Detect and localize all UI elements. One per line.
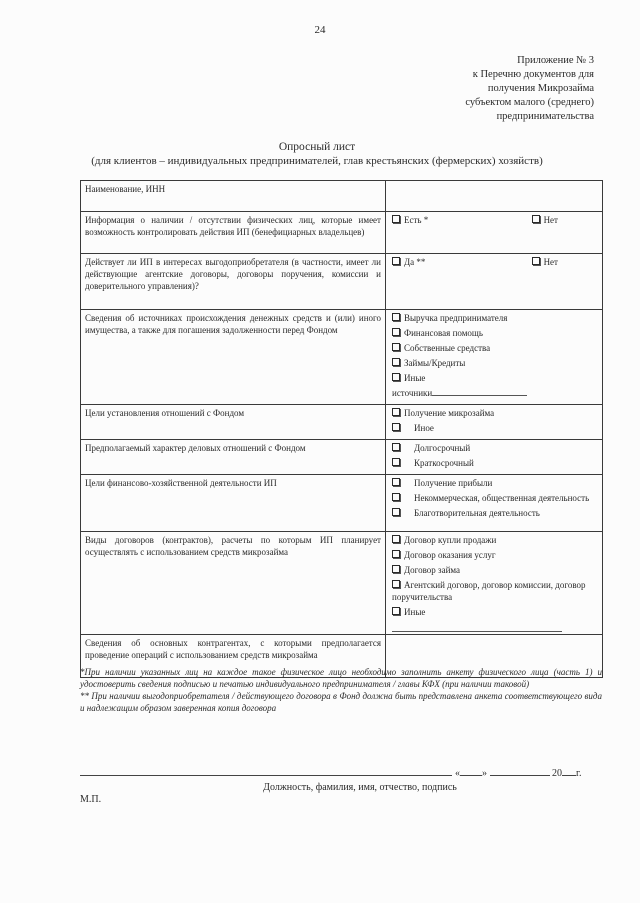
answer-cell [386,532,603,635]
checkbox-icon[interactable] [392,443,400,451]
checkbox-option[interactable] [392,422,598,434]
checkbox-icon[interactable] [392,458,400,466]
table-row [81,310,603,405]
option-label: Да ** [404,257,426,267]
checkbox-icon[interactable] [392,493,400,501]
option-label: Выручка предпринимателя [404,313,508,323]
checkbox-icon[interactable] [392,478,400,486]
form-subtitle: (для клиентов – индивидуальных предпринимателей, глав крестьянских (фермерских) хозяйств) [91,155,543,167]
checkbox-icon[interactable] [392,535,400,543]
appendix-line: получения Микрозайма [487,83,594,94]
appendix-header [354,54,594,124]
answer-cell[interactable] [386,181,603,212]
option-label: Финансовая помощь [404,328,483,338]
checkbox-option[interactable] [392,442,598,454]
checkbox-icon[interactable] [392,550,400,558]
signature-caption: Должность, фамилия, имя, отчество, подпись [263,782,457,793]
option-label: Договор оказания услуг [404,550,496,560]
checkbox-option[interactable] [392,492,598,504]
checkbox-option[interactable] [392,342,598,354]
checkbox-icon[interactable] [392,408,400,416]
year-suffix: г. [576,768,582,779]
option-label: Агентский договор, договор комиссии, договор поручительства [392,580,586,602]
signature-line[interactable] [80,775,452,776]
footnotes [80,666,602,714]
checkbox-option[interactable] [392,477,598,489]
checkbox-icon[interactable] [392,423,400,431]
appendix-line: предпринимательства [496,111,594,122]
stamp-label: М.П. [80,794,102,805]
checkbox-icon[interactable] [392,373,400,381]
answer-cell [386,440,603,475]
page-number: 24 [314,24,326,36]
checkbox-option[interactable] [392,372,598,384]
question-cell: Предполагаемый характер деловых отношений с Фондом [81,440,386,475]
answer-cell [386,254,603,310]
quote-open: « [455,768,460,779]
checkbox-icon[interactable] [392,508,400,516]
table-row [81,440,603,475]
option-label: Займы/Кредиты [404,358,466,368]
checkbox-option[interactable] [392,534,598,546]
option-label: Благотворительная деятельность [414,508,540,518]
other-sources-label: источники [392,388,433,398]
year-prefix: 20 [552,768,562,779]
option-label: Собственные средства [404,343,491,353]
option-label: Нет [543,257,558,267]
option-label: Некоммерческая, общественная деятельность [414,493,590,503]
question-cell: Цели финансово-хозяйственной деятельности ИП [81,475,386,532]
date-field[interactable] [455,766,581,779]
appendix-line: Приложение № 3 [517,55,594,66]
question-cell: Сведения об источниках происхождения денежных средств и (или) иного имущества, а также для погашения задолженности перед Фондом [81,310,386,405]
answer-cell [386,310,603,405]
footnote: ** При наличии выгодоприобретателя / действующего договора в Фонд должна быть представлена анкета соответствующего вида и надлежащим образом заверенная копия договора [80,691,602,713]
answer-cell [386,212,603,254]
option-label: Получение прибыли [414,478,493,488]
question-cell: Сведения об основных контрагентах, с которыми предполагается проведение операций с использованием средств микрозайма [81,635,386,678]
option-label: Есть * [404,215,429,225]
checkbox-icon[interactable] [392,313,400,321]
checkbox-option[interactable] [392,564,598,576]
question-cell: Виды договоров (контрактов), расчеты по которым ИП планирует осуществлять с использованием средств микрозайма [81,532,386,635]
checkbox-option[interactable] [532,214,558,226]
option-label: Краткосрочный [414,458,474,468]
year-blank[interactable] [562,766,576,776]
day-blank[interactable] [460,766,482,776]
other-sources-line[interactable] [392,387,598,399]
checkbox-option[interactable] [392,579,598,603]
question-cell: Действует ли ИП в интересах выгодоприобретателя (в частности, имеет ли действующие агентские договоры, договоры поручения, комиссии и доверительного управления)? [81,254,386,310]
checkbox-option[interactable] [392,549,598,561]
option-label: Долгосрочный [414,443,471,453]
table-row [81,532,603,635]
checkbox-icon[interactable] [392,343,400,351]
option-label: Иные [404,607,426,617]
question-cell: Информация о наличии / отсутствии физических лиц, которые имеет возможность контролировать действия ИП (бенефициарных владельцев) [81,212,386,254]
checkbox-icon[interactable] [392,607,400,615]
checkbox-option[interactable] [392,457,598,469]
checkbox-option[interactable] [392,214,428,226]
checkbox-icon[interactable] [532,215,540,223]
table-row [81,181,603,212]
checkbox-option[interactable] [392,312,598,324]
answer-cell [386,405,603,440]
fill-in-line[interactable] [392,621,562,632]
appendix-line: к Перечню документов для [472,69,594,80]
checkbox-icon[interactable] [392,328,400,336]
quote-close: » [482,768,487,779]
option-label: Получение микрозайма [404,408,495,418]
option-label: Иное [414,423,434,433]
month-blank[interactable] [490,766,550,776]
checkbox-icon[interactable] [392,358,400,366]
checkbox-option[interactable] [392,357,598,369]
checkbox-option[interactable] [392,507,598,519]
table-row [81,405,603,440]
checkbox-option[interactable] [532,256,558,268]
questionnaire-table [80,180,603,678]
table-row [81,212,603,254]
question-cell: Наименование, ИНН [81,181,386,212]
appendix-line: субъектом малого (среднего) [465,97,594,108]
footnote: *При наличии указанных лиц на каждое такое физическое лицо необходимо заполнить анкету физического лица (часть 1) и удостоверить сведения подписью и печатью индивидуального предпринимателя / главы КФХ (при наличии таковой) [80,667,602,689]
checkbox-icon[interactable] [532,257,540,265]
checkbox-icon[interactable] [392,580,400,588]
checkbox-icon[interactable] [392,215,400,223]
option-label: Договор займа [404,565,461,575]
question-cell: Цели установления отношений с Фондом [81,405,386,440]
checkbox-option[interactable] [392,327,598,339]
option-label: Договор купли продажи [404,535,497,545]
checkbox-icon[interactable] [392,565,400,573]
form-title: Опросный лист [278,141,356,153]
answer-cell [386,475,603,532]
checkbox-icon[interactable] [392,257,400,265]
checkbox-option[interactable] [392,407,598,419]
table-row [81,254,603,310]
checkbox-option[interactable] [392,256,425,268]
fill-in-line[interactable] [432,387,527,396]
checkbox-option[interactable] [392,606,598,618]
option-label: Иные [404,373,426,383]
table-row [81,475,603,532]
option-label: Нет [543,215,558,225]
